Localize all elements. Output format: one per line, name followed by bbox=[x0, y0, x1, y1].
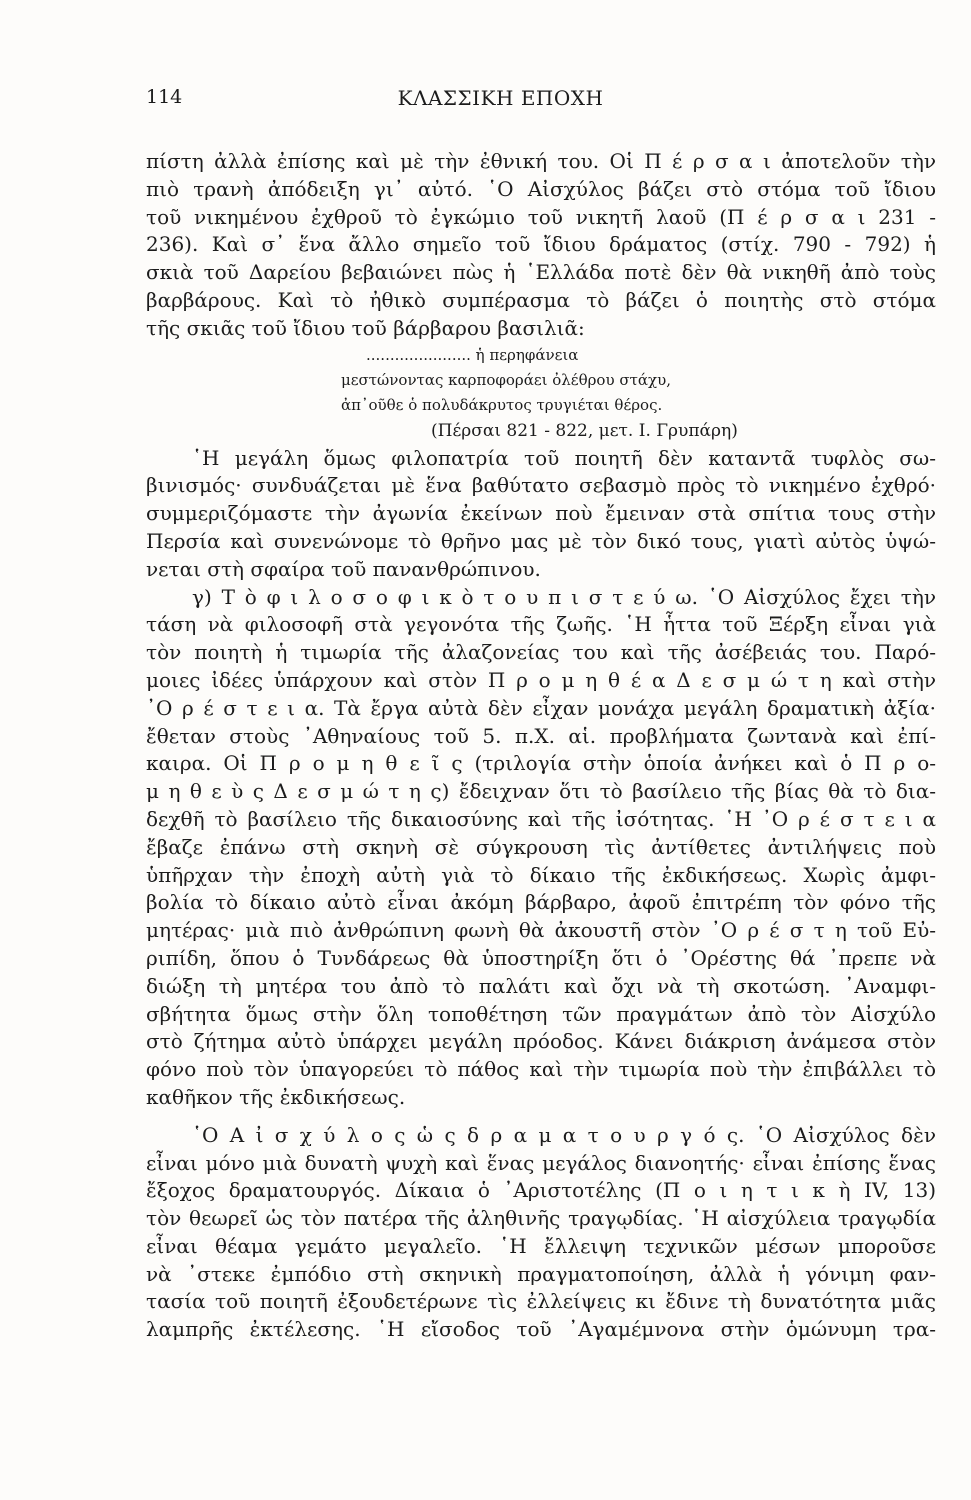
text-line: βολία τὸ δίκαιο αὐτὸ εἶναι ἀκόμη βάρβαρο, ἀφοῦ ἐπιτρέπη τὸν φόνο τῆς bbox=[146, 890, 936, 915]
section-heading-line: ῾Ο Α ἰ σ χ ύ λ ο ς ὡ ς δ ρ α μ α τ ο υ ρ γ ό ς. ῾Ο Αἰσχύλος δὲν bbox=[192, 1122, 936, 1147]
text-line: τασία τοῦ ποιητῆ ἐξουδετέρωνε τὶς ἐλλείψεις κι ἔδινε τὴ δυνατότητα μιᾶς bbox=[146, 1289, 936, 1314]
text-line: λαμπρῆς ἐκτέλεσης. ῾Η εἴσοδος τοῦ ᾽Αγαμέμνονα στὴν ὁμώνυμη τρα- bbox=[146, 1317, 936, 1342]
text-line: ῾Η μεγάλη ὅμως φιλοπατρία τοῦ ποιητῆ δὲν καταντᾶ τυφλὸς σω- bbox=[192, 445, 936, 470]
text-line: συμμεριζόμαστε τὴν ἀγωνία ἐκείνων ποὺ ἔμειναν στὰ σπίτια τους στὴν bbox=[146, 501, 936, 526]
quoted-verse-line: ἀπ᾽οῦθε ὁ πολυδάκρυτος τρυγιέται θέρος. bbox=[341, 395, 663, 414]
text-line: 236). Καὶ σ᾽ ἕνα ἄλλο σημεῖο τοῦ ἴδιου δράματος (στίχ. 790 - 792) ἡ bbox=[146, 232, 936, 257]
page-body bbox=[146, 148, 936, 1344]
section-heading-line: γ) Τ ὸ φ ι λ ο σ ο φ ι κ ὸ τ ο υ π ι σ τ ε ύ ω. ῾Ο Αἰσχύλος ἔχει τὴν bbox=[192, 584, 936, 609]
text-line: ἔθεταν στοὺς ᾽Αθηναίους τοῦ 5. π.Χ. αἱ. προβλήματα ζωντανὰ καὶ ἐπί- bbox=[146, 723, 936, 748]
verse-citation: (Πέρσαι 821 - 822, μετ. Ι. Γρυπάρη) bbox=[431, 420, 738, 441]
text-line: πίστη ἀλλὰ ἐπίσης καὶ μὲ τὴν ἐθνική του. Οἱ Π έ ρ σ α ι ἀποτελοῦν τὴν bbox=[146, 149, 936, 173]
running-head: ΚΛΑΣΣΙΚΗ ΕΠΟΧΗ bbox=[397, 86, 604, 110]
text-line: πιὸ τρανὴ ἀπόδειξη γι᾽ αὐτό. ῾Ο Αἰσχύλος βάζει στὸ στόμα τοῦ ἴδιου bbox=[146, 176, 936, 201]
text-line: νὰ ᾽στεκε ἐμπόδιο στὴ σκηνικὴ πραγματοποίηση, ἀλλὰ ἡ γόνιμη φαν- bbox=[146, 1261, 936, 1286]
text-line: νεται στὴ σφαίρα τοῦ πανανθρώπινου. bbox=[146, 556, 541, 581]
text-line: τὸν ποιητὴ ἡ τιμωρία τῆς ἀλαζονείας του καὶ τῆς ἀσέβειάς του. Παρό- bbox=[146, 640, 936, 665]
page-header bbox=[146, 86, 855, 120]
text-line: βαρβάρους. Καὶ τὸ ἠθικὸ συμπέρασμα τὸ βάζει ὁ ποιητὴς στὸ στόμα bbox=[146, 287, 936, 312]
text-line: τοῦ νικημένου ἐχθροῦ τὸ ἐγκώμιο τοῦ νικητῆ λαοῦ (Π έ ρ σ α ι 231 - bbox=[146, 204, 936, 229]
text-line: ᾽Ο ρ έ σ τ ε ι α. Τὰ ἔργα αὐτὰ δὲν εἶχαν μονάχα μεγάλη δραματικὴ ἀξία· bbox=[146, 695, 936, 720]
text-line: ἔξοχος δραματουργός. Δίκαια ὁ ᾽Αριστοτέλης (Π ο ι η τ ι κ ὴ IV, 13) bbox=[146, 1178, 936, 1203]
page-number: 114 bbox=[146, 86, 183, 108]
quoted-verse-line: μεστώνοντας καρποφοράει ὀλέθρου στάχυ, bbox=[341, 370, 671, 389]
text-line: εἶναι μόνο μιὰ δυνατὴ ψυχὴ καὶ ἕνας μεγάλος διανοητής· εἶναι ἐπίσης ἕνας bbox=[146, 1150, 936, 1175]
quoted-verse-line: ...................... ἡ περηφάνεια bbox=[366, 345, 579, 364]
text-line: σβήτητα ὅμως στὴν ὅλη τοποθέτηση τῶν πραγμάτων ἀπὸ τὸν Αἰσχύλο bbox=[146, 1001, 936, 1026]
text-line: ἔβαζε ἐπάνω στὴ σκηνὴ σὲ σύγκρουση τὶς ἀντίθετες ἀντιλήψεις ποὺ bbox=[146, 834, 936, 859]
text-line: διώξη τὴ μητέρα του ἀπὸ τὸ παλάτι καὶ ὄχι νὰ τὴ σκοτώση. ᾽Αναμφι- bbox=[146, 973, 936, 998]
text-line: καιρα. Οἱ Π ρ ο μ η θ ε ῖ ς (τριλογία στὴν ὁποία ἀνήκει καὶ ὁ Π ρ ο- bbox=[146, 751, 936, 776]
text-line: σκιὰ τοῦ Δαρείου βεβαιώνει πὼς ἡ ῾Ελλάδα ποτὲ δὲν θὰ νικηθῆ ἀπὸ τοὺς bbox=[146, 260, 936, 285]
text-line: μ η θ ε ὺ ς Δ ε σ μ ώ τ η ς) ἔδειχναν ὅτι τὸ βασίλειο τῆς βίας θὰ τὸ δια- bbox=[146, 779, 936, 804]
text-line: καθῆκον τῆς ἐκδικήσεως. bbox=[146, 1084, 406, 1109]
text-line: τὸν θεωρεῖ ὡς τὸν πατέρα τῆς ἀληθινῆς τραγῳδίας. ῾Η αἰσχύλεια τραγῳδία bbox=[146, 1206, 936, 1231]
text-line: Περσία καὶ συνενώνομε τὸ θρῆνο μας μὲ τὸν δικό τους, γιατὶ αὐτὸς ὑψώ- bbox=[146, 528, 936, 553]
text-line: μοιες ἰδέες ὑπάρχουν καὶ στὸν Π ρ ο μ η θ έ α Δ ε σ μ ώ τ η καὶ στὴν bbox=[146, 667, 936, 692]
text-line: τῆς σκιᾶς τοῦ ἴδιου τοῦ βάρβαρου βασιλιᾶ: bbox=[146, 315, 585, 340]
text-line: βινισμός· συνδυάζεται μὲ ἕνα βαθύτατο σεβασμὸ πρὸς τὸ νικημένο ἐχθρό· bbox=[146, 473, 936, 498]
text-line: φόνο ποὺ τὸν ὑπαγορεύει τὸ πάθος καὶ τὴν τιμωρία ποὺ τὴν ἐπιβάλλει τὸ bbox=[146, 1057, 936, 1082]
text-line: ριπίδη, ὅπου ὁ Τυνδάρεως θὰ ὑποστηρίξη ὅτι ὁ ᾽Ορέστης θά ᾽πρεπε νὰ bbox=[146, 945, 936, 970]
text-line: στὸ ζήτημα αὐτὸ ὑπάρχει μεγάλη πρόοδος. Κάνει διάκριση ἀνάμεσα στὸν bbox=[146, 1029, 936, 1054]
text-line: εἶναι θέαμα γεμάτο μεγαλεῖο. ῾Η ἔλλειψη τεχνικῶν μέσων μποροῦσε bbox=[146, 1233, 936, 1258]
text-line: ὑπῆρχαν τὴν ἐποχὴ αὐτὴ γιὰ τὸ δίκαιο τῆς ἐκδικήσεως. Χωρὶς ἀμφι- bbox=[146, 862, 936, 887]
text-line: μητέρας· μιὰ πιὸ ἀνθρώπινη φωνὴ θὰ ἀκουστῆ στὸν ᾽Ο ρ έ σ τ η τοῦ Εὐ- bbox=[146, 918, 936, 943]
text-line: δεχθῆ τὸ βασίλειο τῆς δικαιοσύνης καὶ τῆς ἰσότητας. ῾Η ᾽Ο ρ έ σ τ ε ι α bbox=[146, 806, 936, 831]
text-line: τάση νὰ φιλοσοφῆ στὰ γεγονότα τῆς ζωῆς. ῾Η ἧττα τοῦ Ξέρξη εἶναι γιὰ bbox=[146, 612, 936, 637]
